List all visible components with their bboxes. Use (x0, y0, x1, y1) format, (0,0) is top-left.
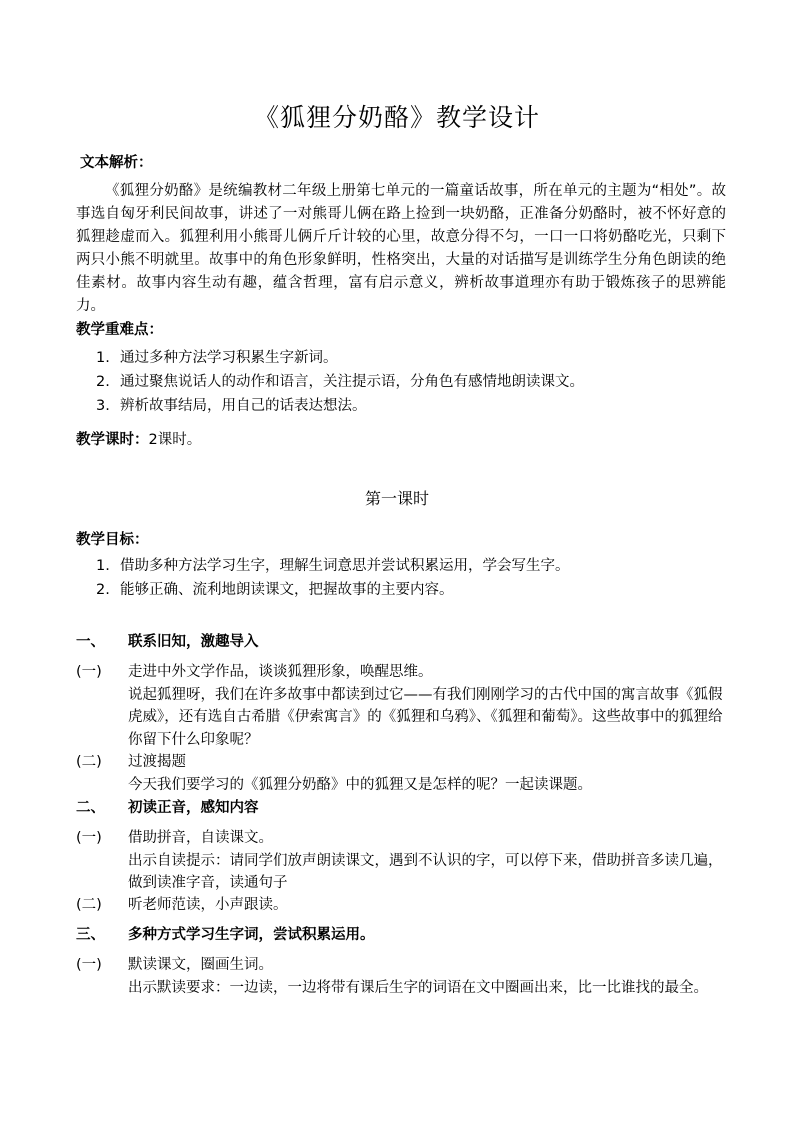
section-number: 二、 (76, 800, 105, 816)
subsection-label: (二) (76, 754, 102, 770)
section-heading (76, 924, 375, 946)
goal-item (96, 554, 736, 578)
section-number: 三、 (76, 927, 105, 943)
list-number: 1. (96, 350, 110, 366)
section-title: 多种方式学习生字词，尝试积累运用。 (128, 927, 375, 943)
section-title: 初读正音，感知内容 (128, 800, 259, 816)
key-point-item (96, 370, 736, 394)
lesson-title: 第一课时 (364, 489, 429, 508)
class-hours (76, 428, 201, 449)
goal-item (96, 578, 736, 602)
class-hours-value: 2课时。 (148, 432, 202, 448)
subsection (76, 661, 736, 751)
document-title: 《狐狸分奶酪》教学设计 (253, 103, 540, 132)
list-text: 通过聚焦说话人的动作和语言，关注提示语，分角色有感情地朗读课文。 (120, 374, 584, 390)
list-number: 2. (96, 582, 110, 598)
subsection-line: 走进中外文学作品，谈谈狐狸形象，唤醒思维。 (128, 664, 433, 680)
list-number: 2. (96, 374, 110, 390)
subsection-label: (一) (76, 664, 102, 680)
subsection (76, 954, 736, 999)
key-point-item (96, 394, 736, 418)
subsection-line: 今天我们要学习的《狐狸分奶酪》中的狐狸又是怎样的呢？一起读课题。 (128, 776, 592, 793)
section-title: 联系旧知，激趣导入 (128, 634, 259, 650)
subsection-line: 说起狐狸呀，我们在许多故事中都读到过它——有我们刚刚学习的古代中国的寓言故事《狐假虎威》，还有选自古希腊《伊索寓言》的《狐狸和乌鸦》、《狐狸和葡萄》。这些故事中的狐狸给你留下什么印象呢？ (128, 686, 723, 748)
text-analysis-heading: 文本解析： (80, 155, 153, 171)
key-points-heading: 教学重难点： (76, 322, 163, 338)
subsection-line: 出示自读提示：请同学们放声朗读课文，遇到不认识的字，可以停下来，借助拼音多读几遍，做到读准字音，读通句子 (128, 852, 723, 891)
subsection-label: (一) (76, 957, 102, 973)
subsection-line: 借助拼音，自读课文。 (128, 830, 273, 846)
subsection (76, 827, 736, 895)
section-heading (76, 631, 259, 653)
list-text: 通过多种方法学习积累生字新词。 (120, 350, 338, 366)
list-number: 3. (96, 398, 110, 414)
section-heading (76, 797, 259, 819)
subsection-label: (二) (76, 897, 102, 913)
subsection-line: 默读课文，圈画生词。 (128, 957, 273, 973)
list-text: 能够正确、流利地朗读课文，把握故事的主要内容。 (120, 582, 454, 598)
subsection-line: 过渡揭题 (128, 754, 186, 770)
subsection (76, 894, 736, 917)
subsection-line: 听老师范读，小声跟读。 (128, 897, 288, 913)
text-analysis-paragraph: 《狐狸分奶酪》是统编教材二年级上册第七单元的一篇童话故事，所在单元的主题为“相处”。故事选自匈牙利民间故事，讲述了一对熊哥儿俩在路上捡到一块奶酪，正准备分奶酪时，被不怀好意的狐狸趁虚而入。狐狸利用小熊哥儿俩斤斤计较的心里，故意分得不匀，一口一口将奶酪吃光，只剩下两只小熊不明就里。故事中的角色形象鲜明，性格突出，大量的对话描写是训练学生分角色朗读的绝佳素材。故事内容生动有趣，蕴含哲理，富有启示意义，辨析故事道理亦有助于锻炼孩子的思辨能力。 (76, 183, 726, 314)
goals-heading: 教学目标： (76, 532, 149, 548)
section-number: 一、 (76, 634, 105, 650)
list-text: 借助多种方法学习生字，理解生词意思并尝试积累运用，学会写生字。 (120, 558, 570, 574)
subsection (76, 751, 736, 796)
subsection-line: 出示默读要求：一边读，一边将带有课后生字的词语在文中圈画出来，比一比谁找的最全。 (128, 979, 708, 996)
subsection-label: (一) (76, 830, 102, 846)
list-text: 辨析故事结局，用自己的话表达想法。 (120, 398, 367, 414)
key-point-item (96, 346, 736, 370)
list-number: 1. (96, 558, 110, 574)
class-hours-label: 教学课时： (76, 432, 149, 448)
